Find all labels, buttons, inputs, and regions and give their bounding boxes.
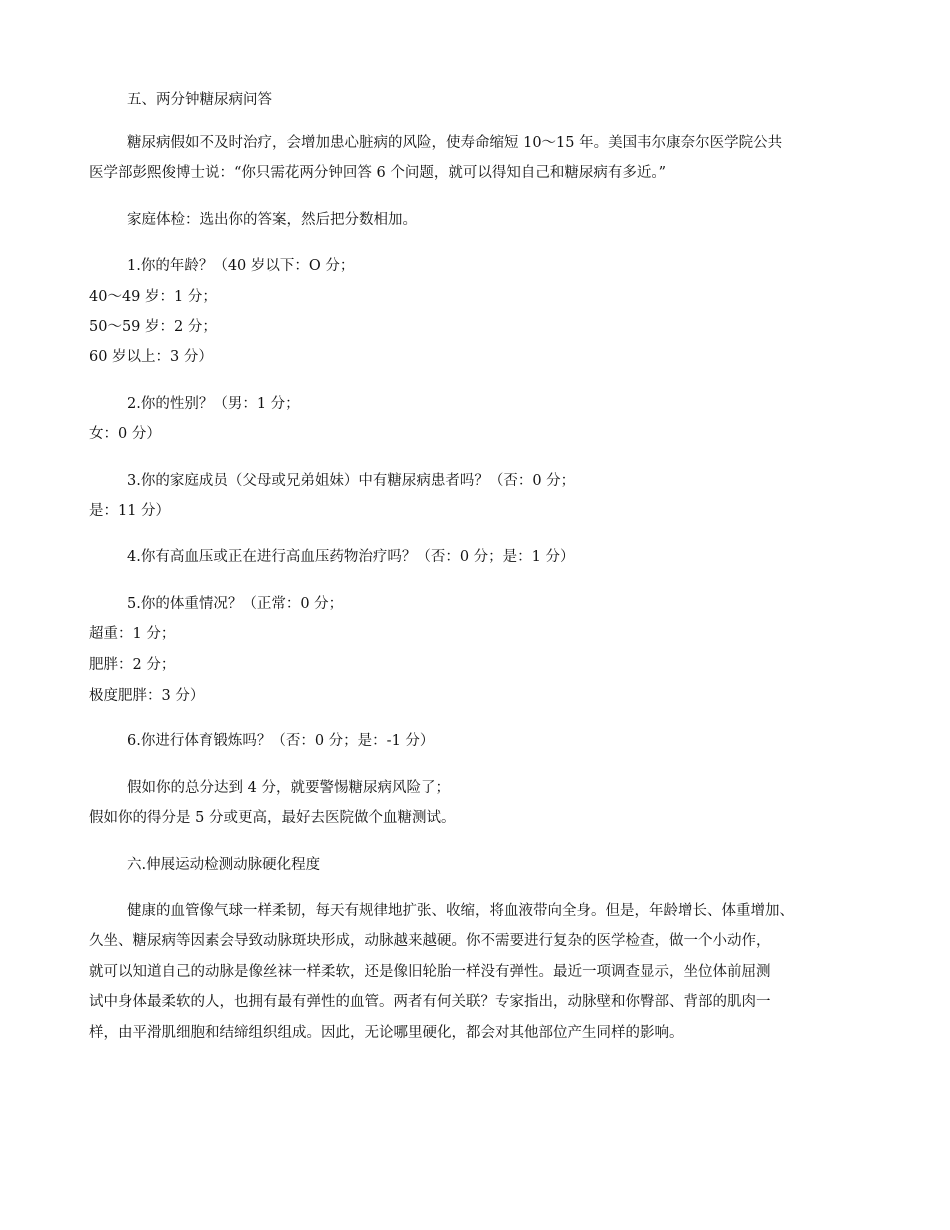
section-6-paragraph-line: 样，由平滑肌细胞和结缔组织组成。因此，无论哪里硬化，都会对其他部位产生同样的影响。 [89, 1025, 684, 1041]
section-5-intro-line: 糖尿病假如不及时治疗，会增加患心脏病的风险，使寿命缩短 10～15 年。美国韦尔康奈尔医学院公共 [127, 135, 783, 151]
section-6-paragraph-line: 就可以知道自己的动脉是像丝袜一样柔软，还是像旧轮胎一样没有弹性。最近一项调查显示，坐位体前屈测 [89, 964, 771, 980]
question-1-line: 40～49 岁：1 分； [89, 289, 217, 305]
question-6-line: 6.你进行体育锻炼吗？（否：0 分；是：-1 分） [127, 733, 435, 749]
question-1-line: 50～59 岁：2 分； [89, 319, 217, 335]
section-5-conclusion-line: 假如你的总分达到 4 分，就要警惕糖尿病风险了； [127, 780, 450, 796]
question-2-line: 女：0 分） [89, 426, 161, 442]
section-6-paragraph-line: 久坐、糖尿病等因素会导致动脉斑块形成，动脉越来越硬。你不需要进行复杂的医学检查，做一个小动作， [89, 933, 771, 949]
section-5-heading: 五、两分钟糖尿病问答 [127, 92, 272, 108]
section-6-paragraph-line: 试中身体最柔软的人，也拥有最有弹性的血管。两者有何关联？专家指出，动脉壁和你臀部、背部的肌肉一 [89, 994, 771, 1010]
section-5-instruction: 家庭体检：选出你的答案，然后把分数相加。 [127, 212, 417, 228]
question-5-line: 5.你的体重情况？（正常：0 分； [127, 596, 344, 612]
section-5-conclusion-line: 假如你的得分是 5 分或更高，最好去医院做个血糖测试。 [89, 810, 456, 826]
question-4-line: 4.你有高血压或正在进行高血压药物治疗吗？（否：0 分；是：1 分） [127, 549, 575, 565]
question-3-line: 是：11 分） [89, 503, 171, 519]
question-1-line: 60 岁以上：3 分） [89, 349, 213, 365]
section-5-intro-line: 医学部彭熙俊博士说：“你只需花两分钟回答 6 个问题，就可以得知自己和糖尿病有多近。” [89, 165, 667, 181]
question-5-line: 极度肥胖：3 分） [89, 688, 205, 704]
question-5-line: 超重：1 分； [89, 626, 176, 642]
section-6-heading: 六.伸展运动检测动脉硬化程度 [127, 857, 321, 873]
question-2-line: 2.你的性别？（男：1 分； [127, 396, 300, 412]
question-1-line: 1.你的年龄？（40 岁以下：O 分； [127, 258, 355, 274]
question-5-line: 肥胖：2 分； [89, 657, 176, 673]
section-6-paragraph-line: 健康的血管像气球一样柔韧，每天有规律地扩张、收缩，将血液带向全身。但是，年龄增长、体重增加、 [127, 903, 794, 919]
question-3-line: 3.你的家庭成员（父母或兄弟姐妹）中有糖尿病患者吗？（否：0 分； [127, 473, 576, 489]
